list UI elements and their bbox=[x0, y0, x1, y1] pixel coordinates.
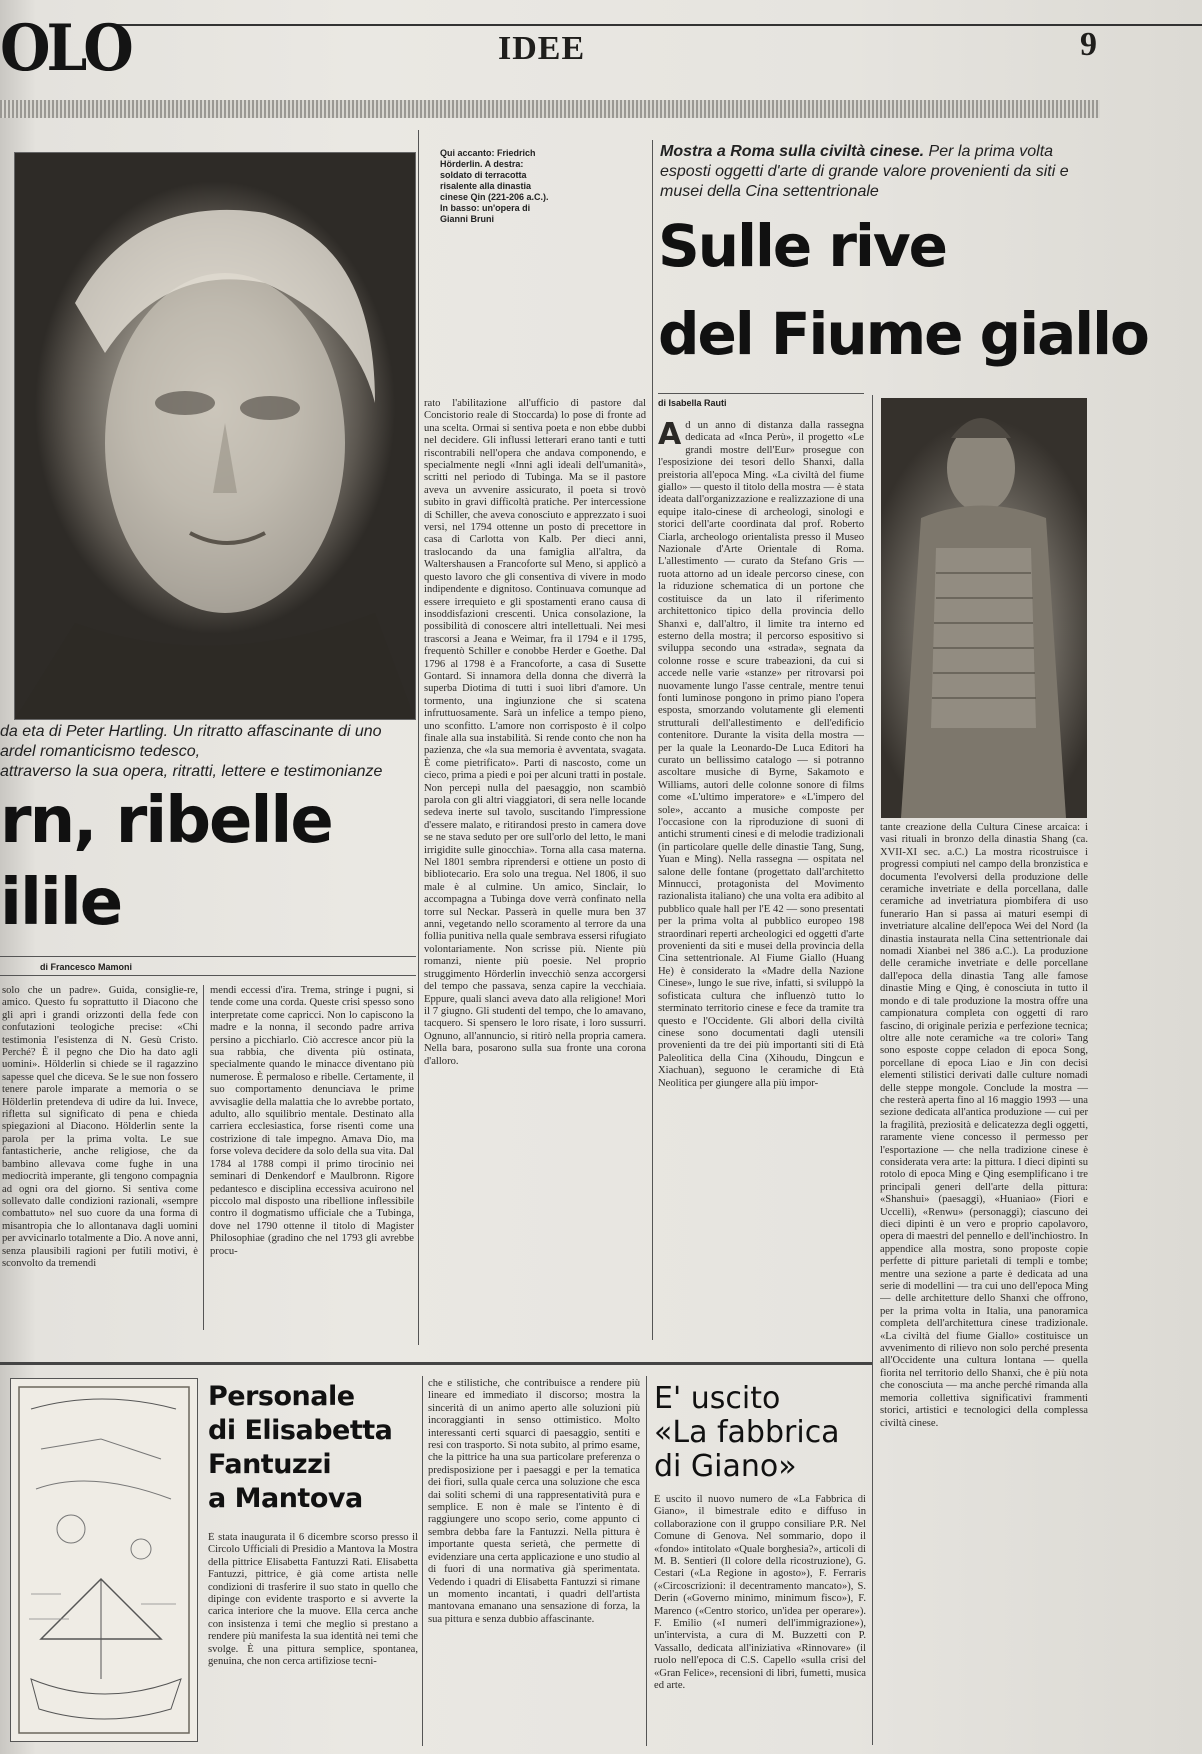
rule bbox=[0, 956, 416, 957]
headline-fabbrica-line-1: E' uscito bbox=[654, 1381, 781, 1416]
headline-mantova-line-2: di Elisabetta bbox=[208, 1415, 393, 1446]
headline-left-line1: rn, ribelle bbox=[0, 784, 332, 858]
mantova-col2: che e stilistiche, che contribuisce a rendere più lineare ed immediato il discorso; mostra la sincerità di un animo aperto alle soluzioni più incoraggianti in senso ottimistico. Molto interessanti certi squarci di paesaggio, sentiti e resi con trasporto. Si nota subito, al primo esame, che la pittrice ha una sua particolare preferenza o predisposizione per i paesaggi e per la tematica dei fiori, sulla quale cerca una soluzione che esca dai soliti schemi di una rappresentatività pura e semplice. E non è male se l'intento è di raggiungere uno scopo serio, come appunto ci sembra debba fare la Fantuzzi. Nella pittura è importante questa serietà, che permette di evidenziare una certa applicazione e uno studio al di fuori di una normativa già sperimentata. Vedendo i quadri di Elisabetta Fantuzzi si rimane un momento incantati, i quadri dell'artista mantovana emanano una sensazione di forza, la sua pittura e senza dubbio affascinante. bbox=[428, 1378, 640, 1625]
artwork-illustration bbox=[10, 1378, 198, 1742]
dropcap: A bbox=[658, 420, 682, 452]
masthead-rule bbox=[110, 24, 1202, 26]
fabbrica-text: È uscito il nuovo numero de «La Fabbrica di Giano», il bimestrale edito e diffuso in collaborazione con il gruppo consiliare P.R. Nel Comune di Genova. Nel sommario, dopo il «fondo» intitolato «Quale borghesia?», articoli di M. B. Sentieri (Il colore della ricostruzione), G. Cestari («La Regione in agosto»), F. Ferraris («Circoscrizioni: il decentramento mancato»), S. Derin («Governo minimo, minimum fisco»), F. Marenco («Centro storico, un'idea per operare»). F. Emilio («I numeri dell'immigrazione»), un'intervista, a cura di M. Buzzetti con P. Vassallo, dedicata all'iniziativa «Rinnovare» (il ruolo nell'epoca di C.S. Capello «sulla crisi del «Gran Felice», recensioni di libri, fumetti, musica ed arte. bbox=[654, 1494, 866, 1692]
caption-deck bbox=[0, 722, 400, 782]
portrait-photo bbox=[14, 152, 416, 720]
kicker-bold: Mostra a Roma sulla civiltà cinese. bbox=[660, 143, 925, 160]
caption-deck-line-1: da eta di Peter Hartling. Un ritratto affascinante di uno bbox=[0, 723, 382, 740]
byline-left: di Francesco Mamoni bbox=[40, 962, 133, 972]
masthead-band bbox=[0, 100, 1100, 118]
caption-deck-line-3: attraverso la sua opera, ritratti, lettere e testimonianze bbox=[0, 763, 383, 780]
right-article-col1-text: d un anno di distanza dalla rassegna dedicata ad «Inca Perù», il progetto «Le grandi mostre dell'Eur» prosegue con l'esposizione dei tesori dello Shanxi, dalla preistoria all'epoca Ming. «La civiltà del fiume giallo» — questo il titolo della mostra — è stata ideata dall'organizzazione e realizzazione di una equipe italo-cinese di archeologi, sinologi e storici dell'arte coordinata dal prof. Roberto Ciarla, archeologo orientalista presso il Museo Nazionale d'Arte Orientale di Roma. L'allestimento — curato da Stefano Gris — ruota attorno ad un ideale percorso cinese, con la riduzione schematica di un portone che costituisce da un lato il riferimento architettonico tipico della provincia dello Shanxi e, dall'altro, il limite tra interno ed esterno della mostra; il percorso espositivo si sviluppa secondo una «strada», segnata da colonne rosse e scure trabeazioni, da cui si accede nelle varie «stanze» per ritrovarsi poi nuovamente lungo l'asse centrale, mentre tenui fonti luminose pongono in primo piano l'opera esposta, smorzando volutamente gli elementi strutturali dell'allestimento e dell'edificio contenitore. Durante la visita della mostra — per la quale la Leonardo-De Luca Editori ha curato un bellissimo catalogo — si potranno ascoltare musiche di Byrne, Sakamoto e Williams, autori delle colonne sonore di films come «L'ultimo imperatore» e «L'impero del sole», accanto a musiche composte per l'occasione con la riproduzione di suoni di antichi strumenti cinesi e di melodie tradizionali (in particolare quelle delle dinastie Tang, Sung, Yuan e Ming). Nella rassegna — ospitata nel salone delle fontane (progettato dall'architetto Minnucci, protagonista del Movimento razionalista italiano) che una volta era adibito al pubblico quale hall per l'E 42 — sono presentati per la prima volta al pubblico europeo 198 straordinari reperti archeologici ed oggetti d'arte provenienti da siti e musei della provincia della Cina settentrionale. Al Fiume Giallo (Huang He) è considerato la «Madre della Nazione Cinese», lungo le sue rive, infatti, si sviluppò la sofisticata cultura che influenzò tutto lo sterminato territorio cinese e fece da tramite tra questo e l'Occidente. Gli albori della civiltà cinese sono documentati dagli utensili provenienti da tre dei più importanti siti di Età Paleolitica della Cina (Xihoudu, Dingcun e Xiachuan), seguono le ceramiche di Età Neolitica per giungere alla più impor- bbox=[658, 420, 864, 1089]
right-article-col2: tante creazione della Cultura Cinese arcaica: i vasi rituali in bronzo della dinastia Shang (ca. XVII-XI sec. a.C.) La mostra ricostruisce i progressi compiuti nel campo della bronzistica e documenta l'evolversi della produzione delle ceramiche invetriate e della porcellana, dalle ceramiche ad invetriatura piombifera di uso funerario Han si passa ai maturi esempi di invetriature alcaline dell'epoca Wei del Nord (la dinastia instaurata nella Cina settentrionale dai nomadi Xianbei nel 386 a.C.). La produzione delle ceramiche invetriate e delle porcellane dall'epoca della dinastia Tang alle famose dinastie Ming e Qing, è conosciuta in tutto il mondo e di tale produzione la mostra offre una campionatura completa con oggetti di raro fascino, di originale perizia e perfezione tecnica; oltre alle note ceramiche «a tre colori» Tang sono esposte coppe celadon di epoca Song, porcellane di epoca Liao e Jin con decisi elementi stilistici derivati dalle culture nomadi delle steppe mongole. Conclude la mostra — che resterà aperta fino al 16 maggio 1993 — una sezione dedicata all'antica produzione — cui per la fragilità, preziosità e delicatezza degli oggetti, raramente viene concesso il permesso per l'esportazione — che nella tradizione cinese è considerata vera arte: la pittura. I dieci dipinti su rotolo di epoca Ming e Qing esemplificano i tre principali generi dell'arte della pittura: «Shanshui» (paesaggi), «Huaniao» (Fiori e Uccelli), «Renwu» (personaggi); ciascuno dei dieci dipinti è un vero e proprio capolavoro, opera di maestri del pennello e dell'inchiostro. In appendice alla mostra, sono proposte copie perfette di pitture parietali di templi e tombe; mentre una sezione a parte è dedicata ad una serie di modellini — tra cui uno dell'epoca Ming — delle architetture dello Shanxi che offrono, per la prima volta in Italia, una panoramica completa dell'architettura cinese tradizionale. «La civiltà del fiume Giallo» costituisce un avvenimento di rilievo non solo perché presenta all'Occidente una cultura lontana — quella fiorita nel territorio dello Shanxi, che è più nota che conosciuta — ma anche perché rimanda alla memoria collettiva significativi frammenti storici, artistici e tecnologici della complessa civiltà cinese. bbox=[880, 822, 1088, 1429]
left-article-col2: mendi eccessi d'ira. Trema, stringe i pugni, si tende come una corda. Queste crisi spesso sono interpretate come capricci. Non lo capiscono la madre e la nonna, il secondo padre arriva persino a picchiarlo. Ciò accresce ancor più la sua rabbia, che diventa più ostinata, specialmente quando le minacce diventano più numerose. È permaloso e ribelle. Certamente, il suo comportamento denunciava le prime avvisaglie della malattia che lo avrebbe portato, adulto, allo squilibrio mentale. Destinato alla carriera ecclesiastica, forse risentì come una costrizione di tale impegno. Amava Dio, ma forse voleva decidere da solo della sua vita. Dal 1784 al 1788 compì il primo tirocinio nei seminari di Denkendorf e Maulbronn. Rigore pedantesco e disciplina eccessiva acuirono nel piccolo mal disposto una ribellione inflessibile contro il dogmatismo ufficiale che a Tubinga, dove nel 1790 ottenne il titolo di Magister Philosophiae (gradino che nel 1793 gli avrebbe procu- bbox=[210, 985, 414, 1257]
page-number: 9 bbox=[1080, 26, 1097, 63]
headline-mantova bbox=[208, 1380, 418, 1516]
column-rule bbox=[418, 130, 419, 1345]
headline-left-line2: ilile bbox=[0, 866, 122, 940]
left-article-col1: solo che un padre». Guida, consiglie-re, amico. Questo fu soprattutto il Diacono che gli aprì i grandi orizzonti della fede con confutazioni teologiche precise: «Chi testimonia l'esistenza di N. Gesù Cristo. Perché? È il pegno che Dio ha dato agli uomini». Hölderlin si chiede se il ragazzino sapesse quel che diceva. Se le sue non fossero tenere parole imparate a memoria o se Hölderlin pretendeva di udire da lui. Invece, rifletta sul significato di pena e chieda spiegazioni al Diacono. Hölderlin sente la parola per la prima volta. Le sue fantasticherie, anche religiose, che da bambino allevava come fughe in una mediocrità imperante, gli tengono compagnia ad ogni ora del giorno. Si sentiva come sollevato dalle condizioni razionali, «sempre combattuto» nel suo cuore da una forma di misantropia che lo allontanava dagli uomini per avvicinarlo totalmente a Dio. A nove anni, senza plausibili ragioni per futili motivi, è sconvolto da tremendi bbox=[2, 985, 198, 1269]
headline-fabbrica-line-2: «La fabbrica bbox=[654, 1415, 840, 1450]
terracotta-warrior-photo bbox=[881, 398, 1087, 818]
caption-deck-line-2: ardel romanticismo tedesco, bbox=[0, 743, 201, 760]
rule bbox=[658, 393, 864, 394]
byline-right: di Isabella Rauti bbox=[658, 398, 727, 408]
kicker bbox=[660, 142, 1080, 202]
kicker-rest: Per la prima volta esposti oggetti d'arte di grande valore provenienti da siti e musei della Cina settentrionale bbox=[660, 143, 1069, 200]
left-article-col3: rato l'abilitazione all'ufficio di pastore dal Concistorio reale di Stoccarda) lo pose di fronte ad una scelta. Ormai si sentiva poeta e non ebbe dubbi nel decidere. Gli influssi letterari erano tanti e tutti riscontrabili nell'opera che andava componendo, e specialmente negli «Inni agli ideali dell'umanità», scritti nel periodo di Tubinga. Ma se il pastore aveva un avvenire assicurato, il poeta si trovò subito in gravi difficoltà pratiche. Per intercessione di Schiller, che aveva conosciuto e apprezzato i suoi versi, nel 1794 ottenne un posto di precettore in casa di Carlotta von Kalb. Per dieci anni, traslocando da una famiglia all'altra, da Waltershausen a Francoforte sul Meno, si applicò a questo lavoro che gli consentiva di vivere in modo indipendente e dignitoso. Continuava comunque ad essere irrequieto e gli spostamenti erano causa di insoddisfazioni crescenti. Unica consolazione, la possibilità di conoscere altri intellettuali. Nei mesi trascorsi a Jeana e Weimar, fra il 1794 e il 1795, frequentò Schiller e conobbe Herder e Goethe. Dal 1796 al 1798 è a Francoforte, a casa di Susette Gontard. Si innamora della donna che diverrà la superba Diotima di tutti i suoi libri d'amore. Un tormento, una ingiunzione che si scatena infruttuosamente. Sarà un infelice a tempo pieno, uno sconfitto. L'amore non corrisposto è il colpo finale alla sua instabilità. Si rende conto che non ha pazienza, che «la sua memoria è avventata, svagata. È come pietrificato». Parti di nascosto, come un cieco, prima a piedi e poi per alcuni tratti in postale. Non percepì nulla del paesaggio, non scambiò parola con gli altri viaggiatori, di sera nelle locande sedeva inerte sul tavolo, suscitando l'impressione d'essere malato, e ritirandosi presto in camera dove se ne stava seduto per ore sull'orlo del letto, le mani irrigidite sulle ginocchia». Torna alla casa materna. Nel 1801 sembra riprendersi e ottiene un posto di bibliotecario. Era solo una tregua. Nel 1806, il suo male è al culmine. Un amico, Sinclair, lo accompagna a Tubinga dove verrà confinato nella torre sul Neckar. Passerà in quelle mura ben 37 anni, vegetando nello scoramento al terrore da una follia punitiva nella quale sembrava essersi rifugiato volontariamente. Non scrisse più. Niente più romanzi, niente più poesie. Nel proprio struggimento Hörderlin invecchiò senza accorgersi del tempo che passava, senza capire la vecchiaia. Eppure, quali slanci aveva dato alla religione! Morì il 7 giugno. Gli studenti del tempo, che lo amavano, tacquero. Si spensero le loro risate, i loro sussurri. Ognuno, all'annuncio, si ritirò nella propria camera. Nella bara, posarono sulla sua fronte una corona d'alloro. bbox=[424, 398, 646, 1067]
headline-fabbrica bbox=[654, 1382, 868, 1484]
mantova-col1: È stata inaugurata il 6 dicembre scorso presso il Circolo Ufficiali di Presidio a Mantova la Mostra della pittrice Elisabetta Fantuzzi Rati. Elisabetta Fantuzzi, pittrice, è già come artista nelle condizioni di trasferire il suo stato in quello che dipinge con evidente trasporto e si avverte la carica interiore che la muove. Ella cerca anche con insistenza i temi che meglio si prestano a rendere più manifesta la sua identità nei temi che svolge. È una pittura semplice, spontanea, genuina, che non cerca artifiziose tecni- bbox=[208, 1532, 418, 1668]
headline-mantova-line-1: Personale bbox=[208, 1381, 355, 1412]
column-rule bbox=[203, 985, 204, 1330]
headline-right-line2: del Fiume giallo bbox=[658, 300, 1148, 368]
masthead-logo: OLO bbox=[0, 10, 130, 86]
rule bbox=[0, 975, 416, 976]
headline-mantova-line-3: Fantuzzi bbox=[208, 1449, 332, 1480]
headline-right-line1: Sulle rive bbox=[658, 212, 946, 280]
section-title: IDEE bbox=[498, 30, 586, 67]
section-divider bbox=[0, 1362, 872, 1365]
column-rule bbox=[422, 1376, 423, 1746]
column-rule bbox=[872, 395, 873, 1745]
headline-mantova-line-4: a Mantova bbox=[208, 1483, 363, 1514]
photo-caption: Qui accanto: Friedrich Hörderlin. A destra: soldato di terracotta risalente alla dinastia cinese Qin (221-206 a.C.). In basso: un'opera di Gianni Bruni bbox=[440, 148, 549, 224]
right-article-col1 bbox=[658, 420, 864, 1340]
headline-fabbrica-line-3: di Giano» bbox=[654, 1449, 797, 1484]
column-rule bbox=[652, 140, 653, 1340]
column-rule bbox=[646, 1376, 647, 1746]
